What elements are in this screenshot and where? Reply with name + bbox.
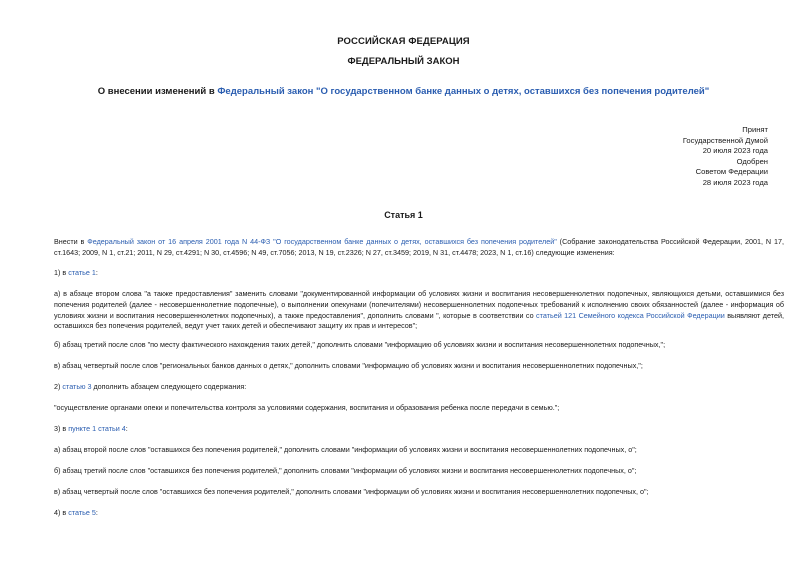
item-3-prefix: 3) в <box>54 424 69 433</box>
article-intro <box>38 237 784 259</box>
intro-prefix: Внести в <box>54 237 88 246</box>
item-1a-suffix: выявляют детей, оставшихся без попечения родителей, ведут учет таких детей и обеспечивают защиту их прав и интересов"; <box>54 310 784 331</box>
item-2 <box>38 382 784 393</box>
doc-type-heading: ФЕДЕРАЛЬНЫЙ ЗАКОН <box>347 56 460 67</box>
item-2-quote: "осуществление органами опеки и попечительства контроля за условиями содержания, воспитания и образования ребенка после передачи в семью."; <box>54 403 560 412</box>
article-1-link[interactable]: статье 1 <box>68 268 96 277</box>
article-3-link[interactable]: статью 3 <box>62 382 92 391</box>
article-4-point-1-link[interactable]: пункте 1 статьи 4 <box>68 424 126 433</box>
acceptance-date: 20 июля 2023 года <box>702 146 768 156</box>
item-1-prefix: 1) в <box>54 268 69 277</box>
country-heading: РОССИЙСКАЯ ФЕДЕРАЦИЯ <box>337 36 470 47</box>
item-3b: б) абзац третий после слов "оставшихся без попечения родителей," дополнить словами "информации об условиях жизни и воспитания несовершеннолетних подопечных, о"; <box>54 466 637 475</box>
law-title <box>0 86 807 97</box>
item-2-prefix: 2) <box>54 382 63 391</box>
approval-line: Одобрен <box>736 156 768 166</box>
acceptance-block <box>683 125 768 189</box>
article-5-link[interactable]: статье 5 <box>68 508 96 517</box>
item-1 <box>38 268 784 279</box>
item-1a-prefix: а) в абзаце втором слова "а также предоставления" заменить словами "документированной информации об условиях жизни и воспитания несовершеннолетних подопечных, являющихся детьми, оставшимися без попечения родителей (далее - несовершеннолетние подопечные), о выполнении опекунами (попечителями) несовершеннолетних подопечных требований к исполнению своих обязанностей (далее - информация об условиях жизни и воспитания несовершеннолетних подопечных), а также предоставления", дополнить словами ", которые в соответствии со <box>54 289 784 320</box>
approval-date: 28 июля 2023 года <box>702 177 768 187</box>
acceptance-line: Государственной Думой <box>682 135 768 145</box>
item-1-suffix: : <box>95 268 98 277</box>
item-4-prefix: 4) в <box>54 508 69 517</box>
item-3-suffix: : <box>125 424 128 433</box>
intro-suffix: (Собрание законодательства Российской Федерации, 2001, N 17, ст.1643; 2009, N 1, ст.21; 2011, N 29, ст.4291; N 30, ст.4596; N 49, ст.7056; 2013, N 19, ст.2326; N 27, ст.3459; 2019, N 31, ст.4478; 2023, N 1, ст.16) следующие изменения: <box>54 237 784 257</box>
item-1b: б) абзац третий после слов "по месту фактического нахождения таких детей," дополнить словами "информацию об условиях жизни и воспитания несовершеннолетних подопечных,"; <box>54 340 666 349</box>
law-title-link[interactable]: Федеральный закон "О государственном банке данных о детях, оставшихся без попечения родителей" <box>217 86 710 97</box>
item-2-suffix: дополнить абзацем следующего содержания: <box>91 382 247 391</box>
family-code-link[interactable]: статьей 121 Семейного кодекса Российской Федерации <box>536 310 725 320</box>
item-3a: а) абзац второй после слов "оставшихся без попечения родителей," дополнить словами "информации об условиях жизни и воспитания несовершеннолетних подопечных, о"; <box>54 445 637 454</box>
approval-line: Советом Федерации <box>695 167 768 177</box>
item-1v: в) абзац четвертый после слов "региональных банков данных о детях," дополнить словами "информацию об условиях жизни и воспитания несовершеннолетних подопечных,"; <box>54 361 643 370</box>
item-4-suffix: : <box>95 508 98 517</box>
item-4 <box>38 508 784 519</box>
article-heading: Статья 1 <box>384 210 423 220</box>
law-title-prefix: О внесении изменений в <box>97 86 218 97</box>
item-3v: в) абзац четвертый после слов "оставшихся без попечения родителей," дополнить словами "информации об условиях жизни и воспитания несовершеннолетних подопечных, о"; <box>54 487 649 496</box>
item-1a <box>38 289 784 332</box>
federal-law-link[interactable]: Федеральный закон от 16 апреля 2001 года N 44-ФЗ "О государственном банке данных о детях, оставшихся без попечения родителей" <box>87 237 557 246</box>
item-3 <box>38 424 784 435</box>
acceptance-line: Принят <box>742 125 768 134</box>
